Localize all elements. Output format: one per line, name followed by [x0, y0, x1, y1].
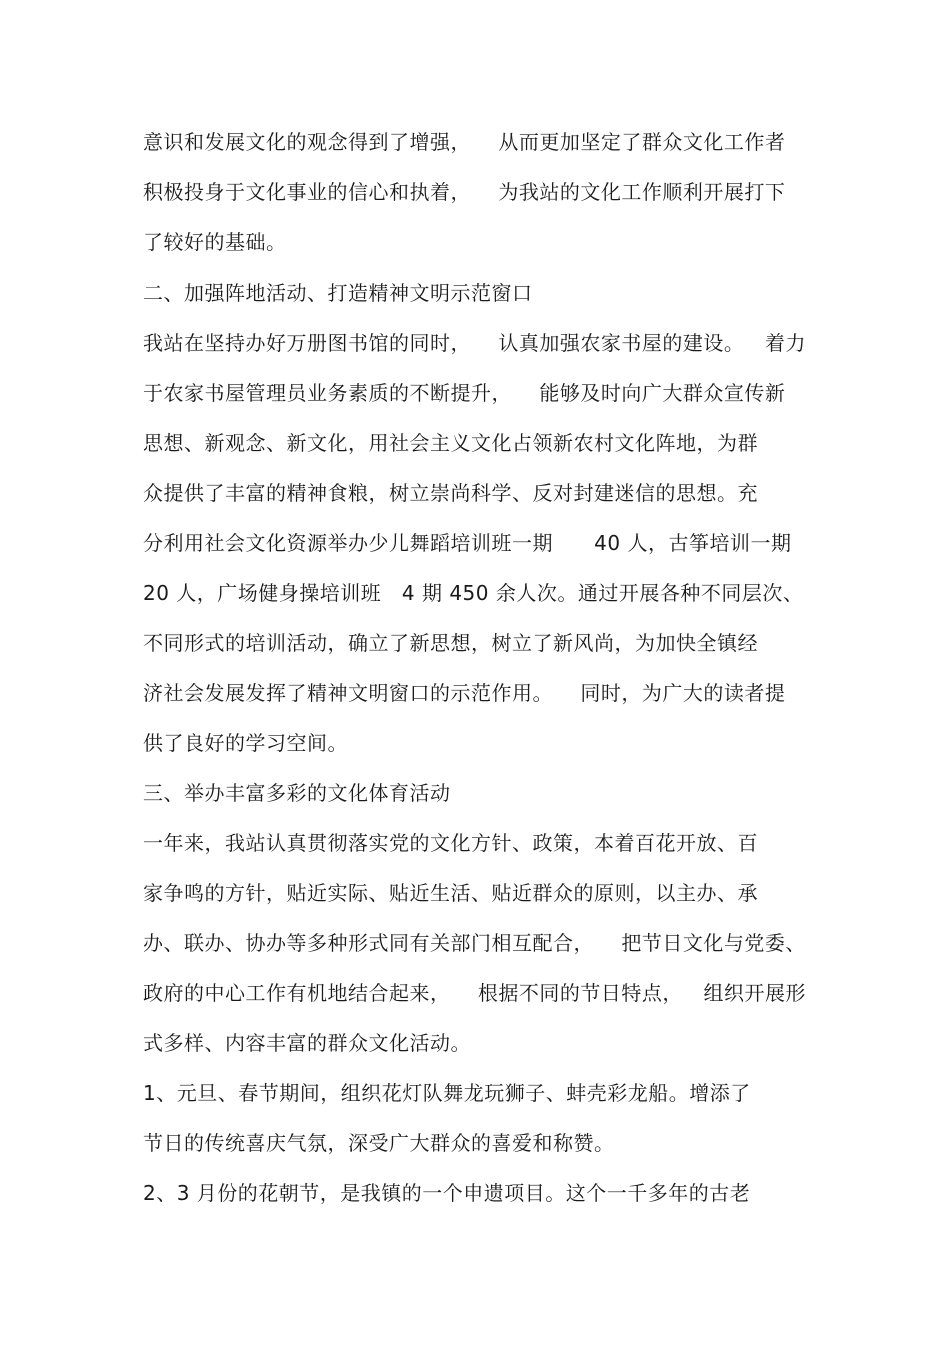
text-line: 20 人，广场健身操培训班 4 期 450 余人次。通过开展各种不同层次、: [143, 581, 804, 605]
text-line: 我站在坚持办好万册图书馆的同时， 认真加强农家书屋的建设。 着力: [143, 331, 807, 355]
text-line: 思想、新观念、新文化，用社会主义文化占领新农村文化阵地，为群: [143, 431, 758, 455]
text-line: 一年来，我站认真贯彻落实党的文化方针、政策，本着百花开放、百: [143, 831, 758, 855]
text-line: 办、联办、协办等多种形式同有关部门相互配合， 把节日文化与党委、: [143, 931, 806, 955]
text-line: 积极投身于文化事业的信心和执着， 为我站的文化工作顺利开展打下: [143, 180, 786, 204]
text-line: 众提供了丰富的精神食粮，树立崇尚科学、反对封建迷信的思想。充: [143, 481, 758, 505]
text-line: 家争鸣的方针，贴近实际、贴近生活、贴近群众的原则，以主办、承: [143, 881, 758, 905]
text-line: 分利用社会文化资源举办少儿舞蹈培训班一期 40 人，古筝培训一期: [143, 531, 792, 555]
section-heading: 二、加强阵地活动、打造精神文明示范窗口: [143, 281, 533, 305]
section-heading: 三、举办丰富多彩的文化体育活动: [143, 781, 451, 805]
text-line: 不同形式的培训活动，确立了新思想，树立了新风尚，为加快全镇经: [143, 631, 758, 655]
text-line: 2、3 月份的花朝节，是我镇的一个申遗项目。这个一千多年的古老: [143, 1181, 751, 1205]
text-line: 政府的中心工作有机地结合起来， 根据不同的节日特点， 组织开展形: [143, 981, 807, 1005]
text-line: 式多样、内容丰富的群众文化活动。: [143, 1031, 471, 1055]
text-line: 节日的传统喜庆气氛，深受广大群众的喜爱和称赞。: [143, 1131, 615, 1155]
text-line: 济社会发展发挥了精神文明窗口的示范作用。 同时，为广大的读者提: [143, 681, 786, 705]
text-line: 供了良好的学习空间。: [143, 731, 348, 755]
text-line: 了较好的基础。: [143, 230, 287, 254]
text-line: 意识和发展文化的观念得到了增强， 从而更加坚定了群众文化工作者: [143, 130, 786, 154]
text-line: 1、元旦、春节期间，组织花灯队舞龙玩狮子、蚌壳彩龙船。增添了: [143, 1081, 751, 1105]
text-line: 于农家书屋管理员业务素质的不断提升， 能够及时向广大群众宣传新: [143, 381, 786, 405]
